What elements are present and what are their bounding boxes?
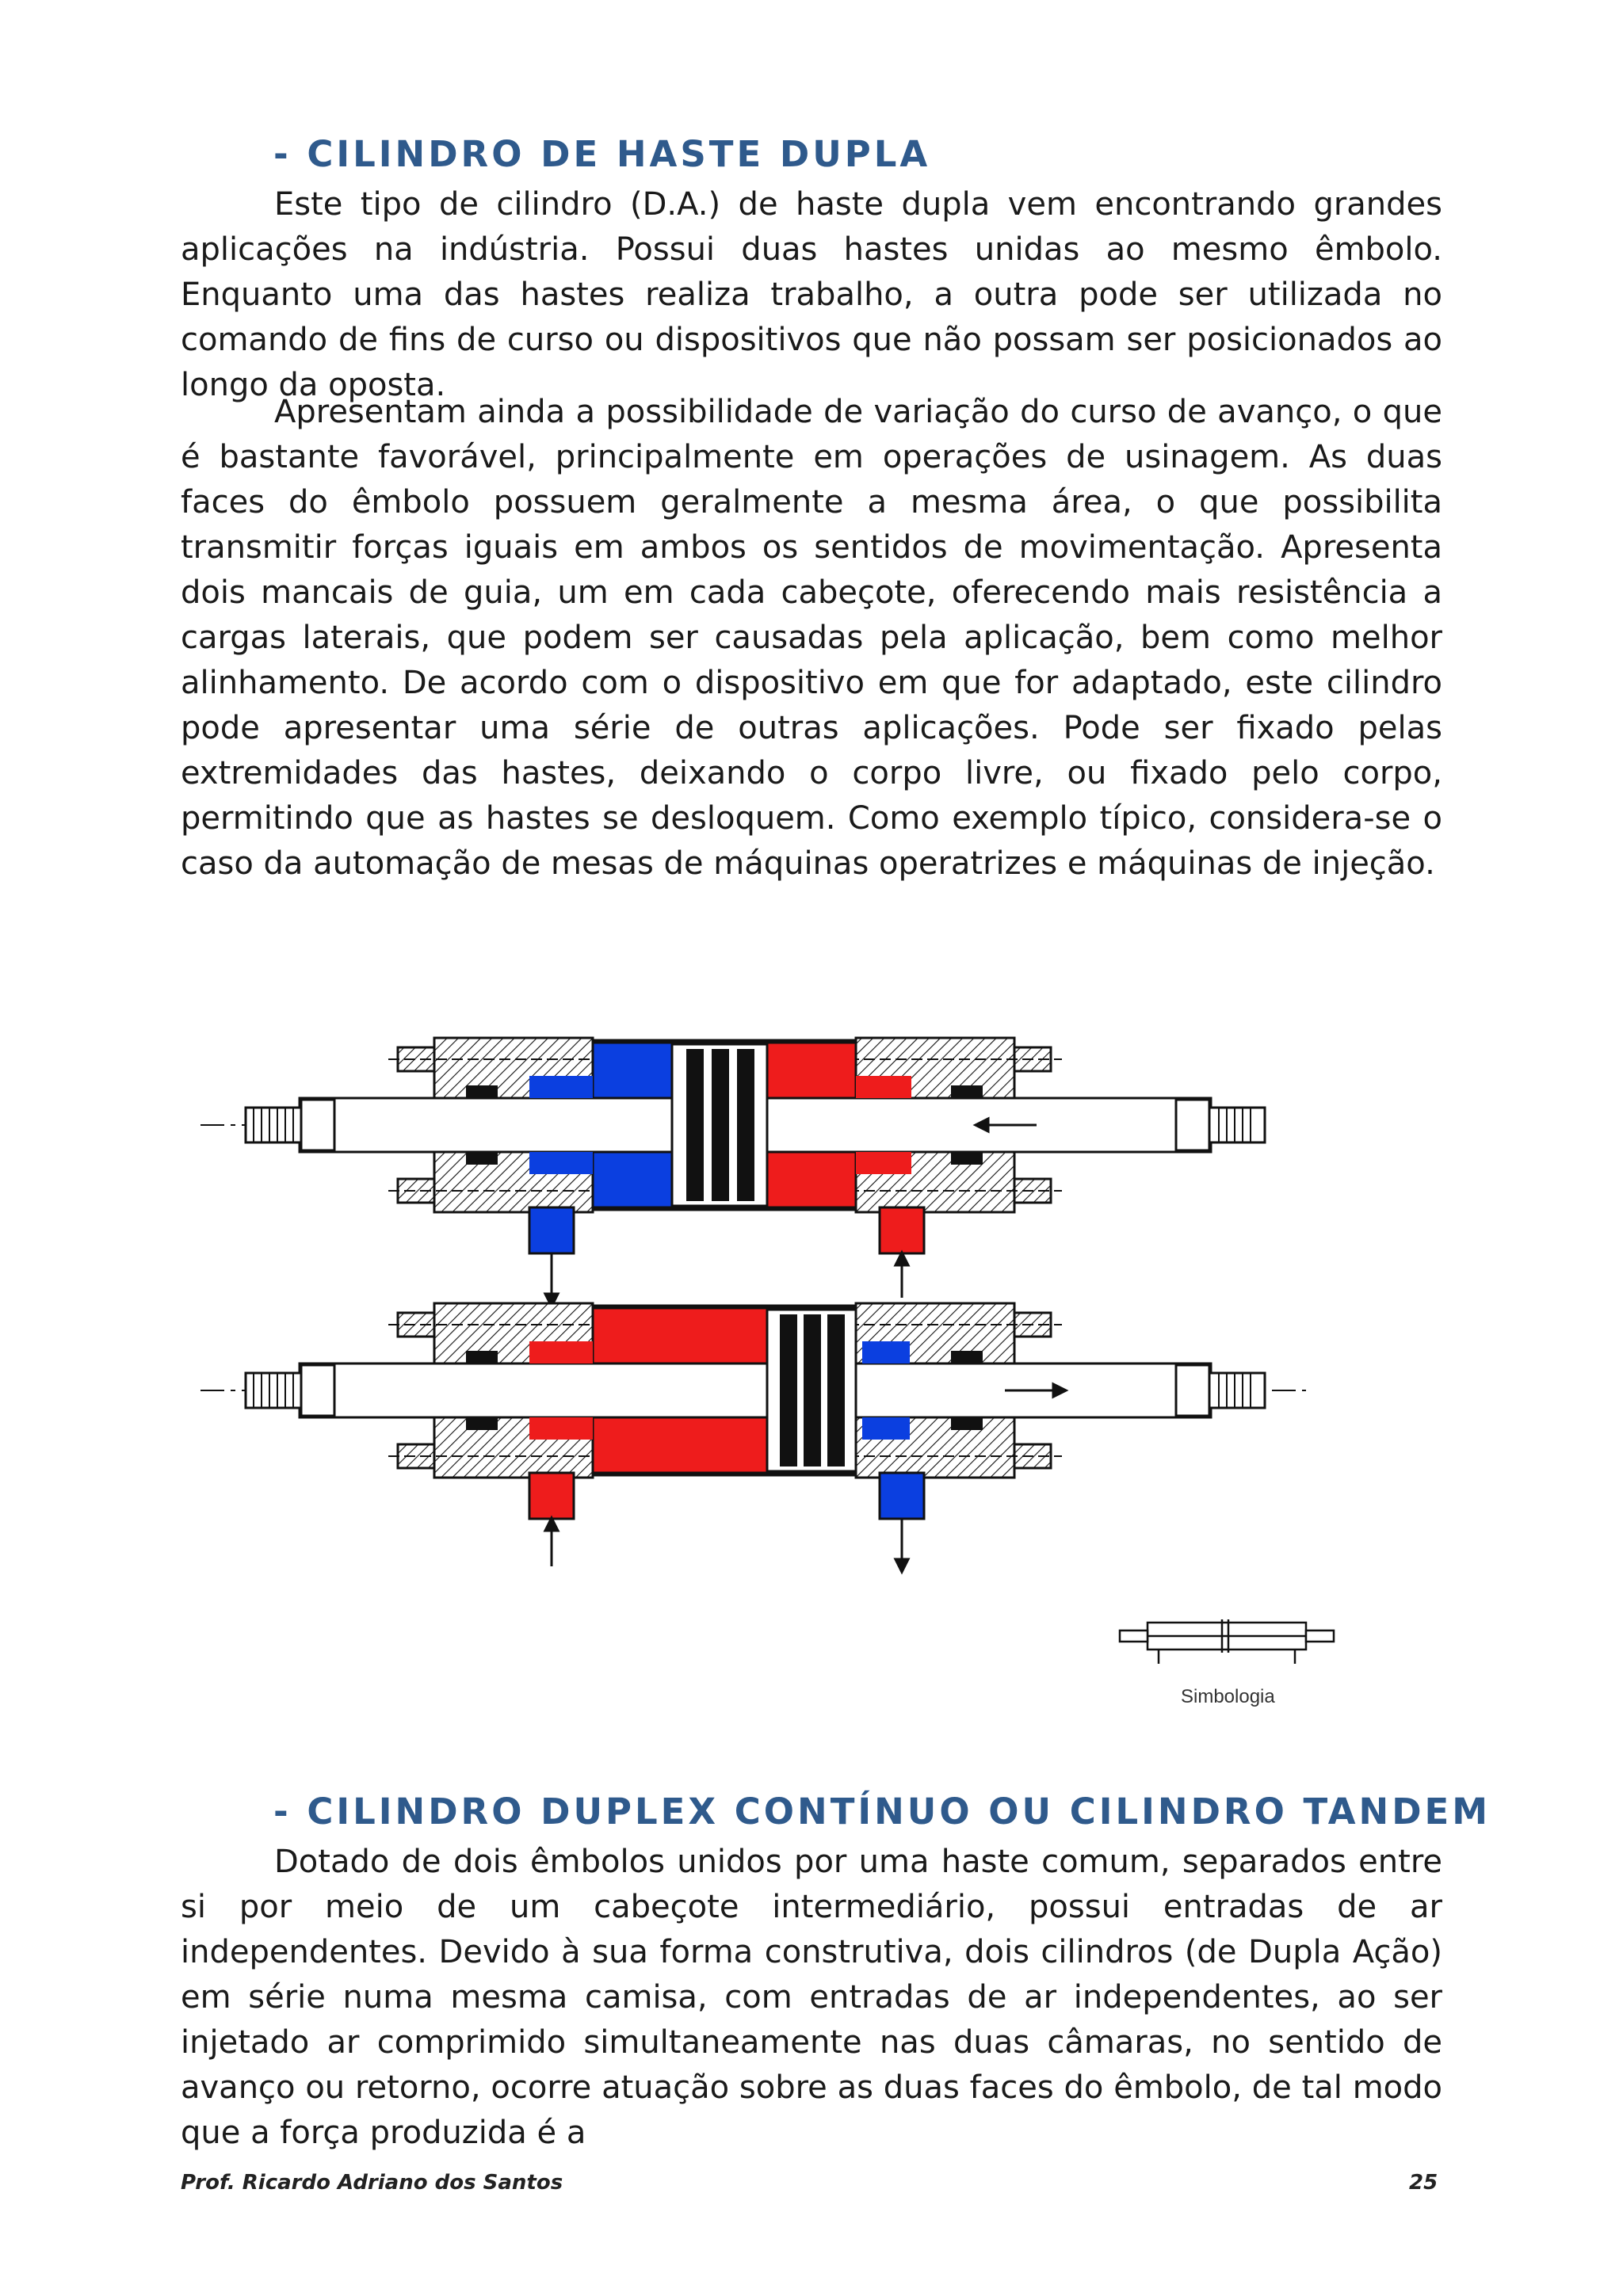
- section-heading-haste-dupla: - CILINDRO DE HASTE DUPLA: [273, 133, 931, 175]
- page-number: 25: [1409, 2171, 1438, 2195]
- paragraph-2: Apresentam ainda a possibilidade de variação do curso de avanço, o que é bastante favorável, principalmente em operações de usinagem. As duas faces do êmbolo possuem geralmente a mesma área, o que possibilita transmitir forças iguais em ambos os sentidos de movimentação. Apresenta dois mancais de guia, um em cada cabeçote, oferecendo mais resistência a cargas laterais, que podem ser causadas pela aplicação, bem como melhor alinhamento. De acordo com o dispositivo em que for adaptado, este cilindro pode apresentar uma série de outras aplicações. Pode ser fixado pelas extremidades das hastes, deixando o corpo livre, ou fixado pelo corpo, permitindo que as hastes se desloquem. Como exemplo típico, considera-se o caso da automação de mesas de máquinas operatrizes e máquinas de injeção.: [181, 394, 1442, 882]
- footer-author: Prof. Ricardo Adriano dos Santos: [181, 2171, 563, 2195]
- double-rod-cylinder-figure: [197, 997, 1354, 1710]
- paragraph-3: Dotado de dois êmbolos unidos por uma haste comum, separados entre si por meio de um cabeçote intermediário, possui entradas de ar independentes. Devido à sua forma construtiva, dois cilindros (de Dupla Ação) em série numa mesma camisa, com entradas de ar independentes, ao ser injetado ar comprimido simultaneamente nas duas câmaras, no sentido de avanço ou retorno, ocorre atuação sobre as duas faces do êmbolo, de tal modo que a força produzida é a: [181, 1844, 1442, 2151]
- cylinder-symbol: [1120, 1619, 1334, 1664]
- section-heading-tandem: - CILINDRO DUPLEX CONTÍNUO OU CILINDRO TANDEM: [273, 1791, 1491, 1833]
- paragraph-1: Este tipo de cilindro (D.A.) de haste dupla vem encontrando grandes aplicações na indústria. Possui duas hastes unidas ao mesmo êmbolo. Enquanto uma das hastes realiza trabalho, a outra pode ser utilizada no comando de fins de curso ou dispositivos que não possam ser posicionados ao longo da oposta.: [181, 186, 1442, 403]
- cylinder-cross-section-drawing: [197, 997, 1354, 1710]
- bottom-cylinder: [200, 1303, 1306, 1566]
- top-cylinder: [200, 1038, 1265, 1301]
- figure-caption: Simbologia: [1181, 1686, 1275, 1707]
